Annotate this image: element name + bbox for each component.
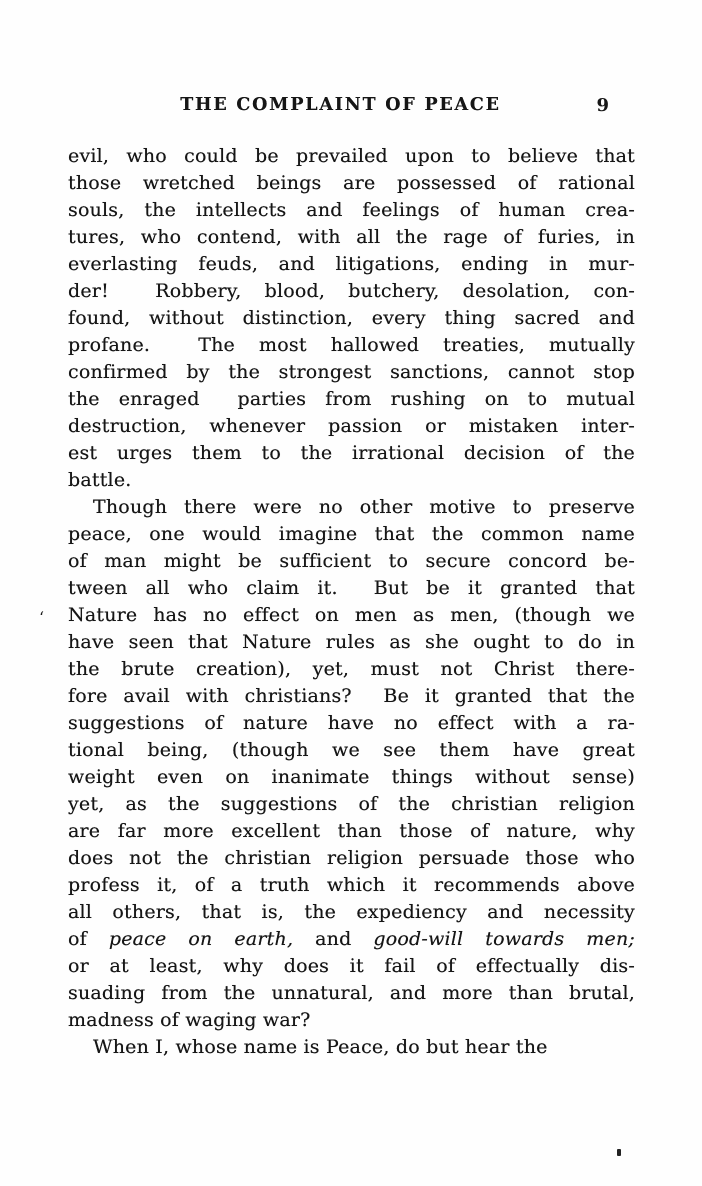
text-line <box>68 845 635 872</box>
text-segment: souls, the intellects and feelings of human crea- <box>68 199 635 221</box>
text-segment: have seen that Nature rules as she ought to do in <box>68 631 635 653</box>
text-segment: the brute creation), yet, must not Christ there- <box>68 658 635 680</box>
text-line <box>68 305 635 332</box>
text-line <box>68 1007 635 1034</box>
text-line <box>68 764 635 791</box>
text-segment: those wretched beings are possessed of rational <box>68 172 635 194</box>
text-line <box>68 521 635 548</box>
paragraph <box>68 143 635 494</box>
text-line <box>68 278 635 305</box>
text-line <box>68 170 635 197</box>
text-segment: or at least, why does it fail of effectually dis- <box>68 955 635 977</box>
page-number: 9 <box>596 95 609 116</box>
text-line <box>68 629 635 656</box>
text-line <box>68 602 635 629</box>
paragraph <box>68 494 635 1034</box>
text-segment: When I, whose name is Peace, do but hear the <box>93 1036 548 1058</box>
text-segment: evil, who could be prevailed upon to believe that <box>68 145 635 167</box>
text-segment: profane. The most hallowed treaties, mutually <box>68 334 635 356</box>
text-segment: all others, that is, the expediency and necessity <box>68 901 635 923</box>
paragraph <box>68 1034 635 1061</box>
text-line <box>68 683 635 710</box>
text-segment: suading from the unnatural, and more than brutal, <box>68 982 635 1004</box>
text-segment: and <box>293 928 374 950</box>
text-line <box>68 494 635 521</box>
text-line <box>68 413 635 440</box>
text-line <box>68 818 635 845</box>
ink-speck <box>617 1149 621 1156</box>
text-line <box>68 197 635 224</box>
text-segment: peace, one would imagine that the common name <box>68 523 635 545</box>
text-segment: are far more excellent than those of nature, why <box>68 820 635 842</box>
text-segment: battle. <box>68 469 132 491</box>
italic-text: good-will towards men; <box>373 928 635 950</box>
text-segment: everlasting feuds, and litigations, ending in mur- <box>68 253 635 275</box>
text-segment: suggestions of nature have no effect with a ra- <box>68 712 635 734</box>
text-segment: der! Robbery, blood, butchery, desolation, con- <box>68 280 635 302</box>
text-segment: madness of waging war? <box>68 1009 311 1031</box>
text-segment: Though there were no other motive to preserve <box>93 496 635 518</box>
text-line <box>68 710 635 737</box>
text-line <box>68 575 635 602</box>
text-line <box>68 791 635 818</box>
running-header <box>68 95 635 121</box>
text-segment: fore avail with christians? Be it granted that the <box>68 685 635 707</box>
text-line <box>68 251 635 278</box>
text-line <box>68 359 635 386</box>
text-line <box>68 548 635 575</box>
margin-mark: ‘ <box>39 608 45 627</box>
text-segment: est urges them to the irrational decision of the <box>68 442 635 464</box>
text-line <box>68 1034 635 1061</box>
page-body <box>68 143 635 1061</box>
text-segment: tional being, (though we see them have great <box>68 739 635 761</box>
text-segment: destruction, whenever passion or mistaken inter- <box>68 415 635 437</box>
text-line <box>68 872 635 899</box>
text-segment: tween all who claim it. But be it granted that <box>68 577 635 599</box>
text-line <box>68 467 635 494</box>
text-segment: does not the christian religion persuade those who <box>68 847 635 869</box>
text-segment: of <box>68 928 109 950</box>
header-title: THE COMPLAINT OF PEACE <box>180 95 501 115</box>
text-line <box>68 737 635 764</box>
text-line <box>68 656 635 683</box>
text-line <box>68 440 635 467</box>
text-segment: profess it, of a truth which it recommends above <box>68 874 635 896</box>
text-segment: found, without distinction, every thing sacred and <box>68 307 635 329</box>
text-line <box>68 953 635 980</box>
text-segment: Nature has no effect on men as men, (though we <box>68 604 635 626</box>
text-segment: the enraged parties from rushing on to mutual <box>68 388 635 410</box>
text-line <box>68 143 635 170</box>
text-line <box>68 980 635 1007</box>
text-line <box>68 332 635 359</box>
text-segment: yet, as the suggestions of the christian religion <box>68 793 635 815</box>
text-line <box>68 224 635 251</box>
italic-text: peace on earth, <box>108 928 294 950</box>
text-segment: of man might be sufficient to secure concord be- <box>68 550 635 572</box>
text-line <box>68 386 635 413</box>
text-line <box>68 926 635 953</box>
text-segment: weight even on inanimate things without sense) <box>68 766 635 788</box>
text-line <box>68 899 635 926</box>
text-segment: tures, who contend, with all the rage of furies, in <box>68 226 635 248</box>
text-segment: confirmed by the strongest sanctions, cannot stop <box>68 361 635 383</box>
